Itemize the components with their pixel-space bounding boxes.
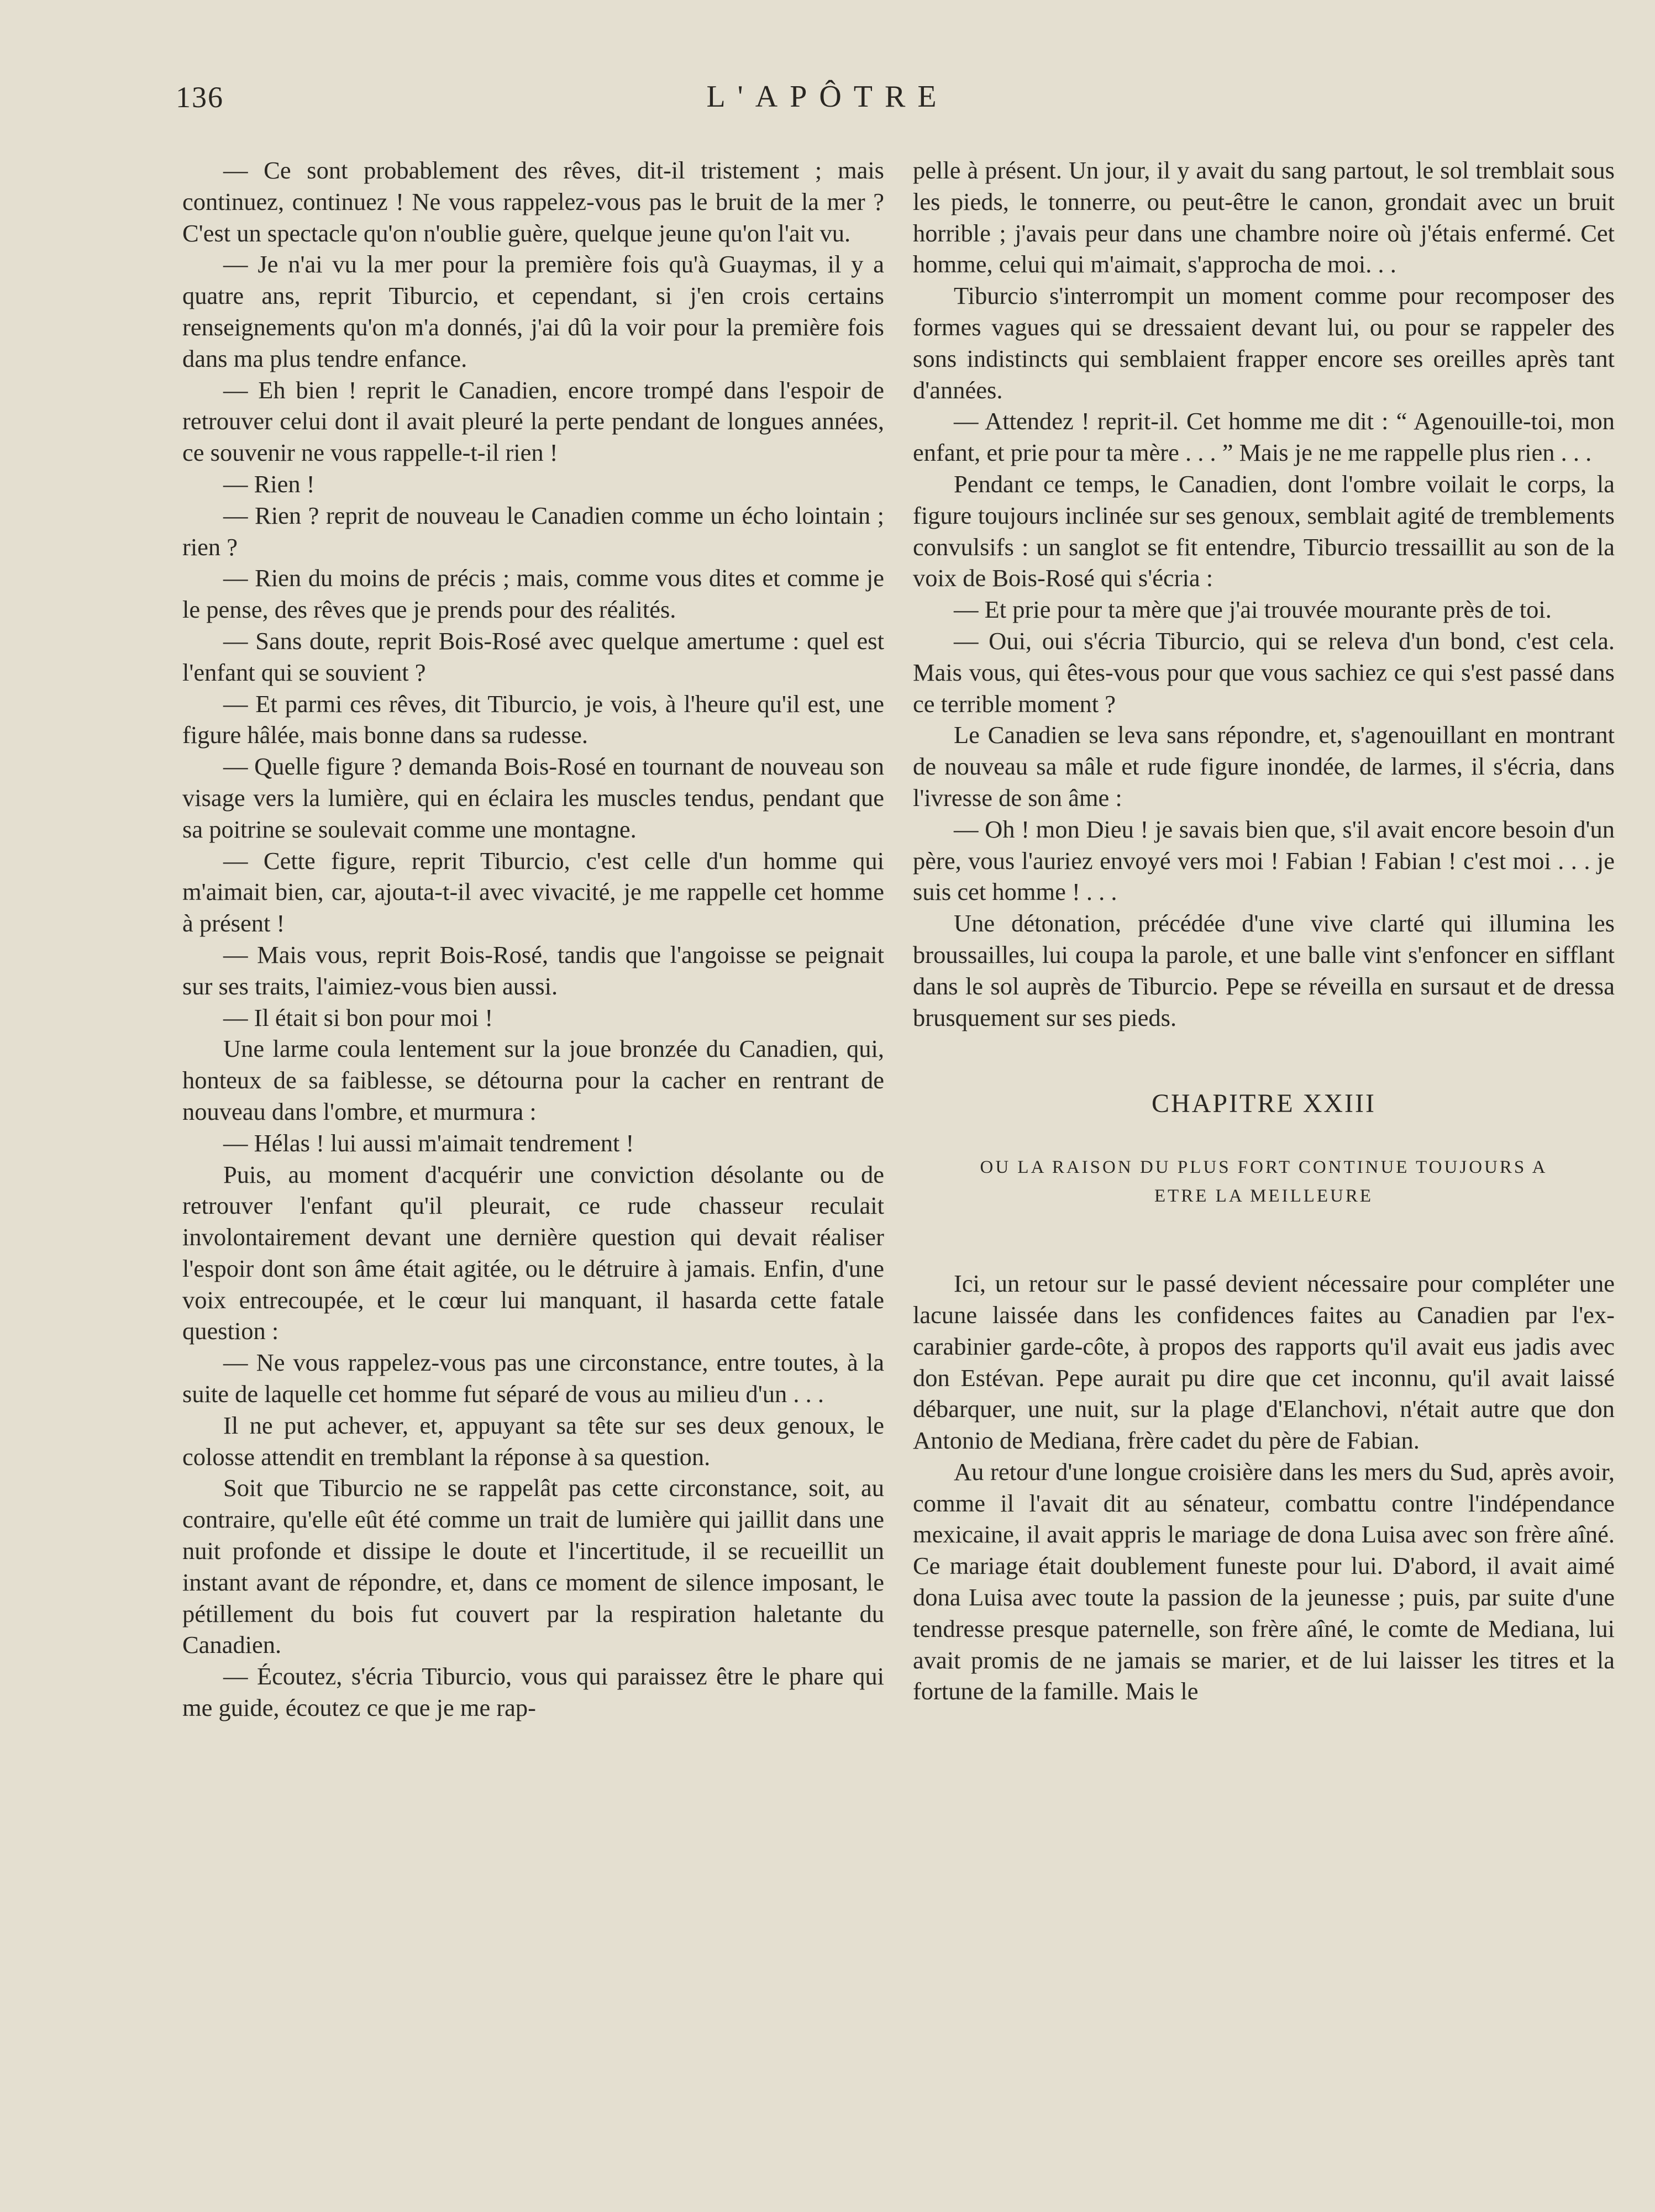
paragraph: Soit que Tiburcio ne se rappelât pas cette circonstance, soit, au contraire, qu'elle eût été comme un trait de lumière qui jaillit dans une nuit profonde et dissipe le doute et l'incertitude, il se recueillit un instant avant de répondre, et, dans ce moment de silence imposant, le pétillement du bois fut couvert par la respiration haletante du Canadien. <box>182 1474 884 1659</box>
left-column <box>182 155 884 1724</box>
paragraph: Ici, un retour sur le passé devient nécessaire pour compléter une lacune laissée dans les confidences faites au Canadien par l'ex-carabinier garde-côte, à propos des rapports qu'il avait eus jadis avec don Estévan. Pepe aurait pu dire que cet inconnu, qu'il avait laissé débarquer, une nuit, sur la plage d'Elanchovi, n'était autre que don Antonio de Mediana, frère cadet du père de Fabian. <box>913 1270 1615 1455</box>
paragraph: Une larme coula lentement sur la joue bronzée du Canadien, qui, honteux de sa faiblesse, se détourna pour la cacher en rentrant de nouveau dans l'ombre, et murmura : <box>182 1035 884 1125</box>
paragraph: — Ne vous rappelez-vous pas une circonstance, entre toutes, à la suite de laquelle cet homme fut séparé de vous au milieu d'un . . . <box>182 1349 884 1408</box>
paragraph: — Je n'ai vu la mer pour la première fois qu'à Guaymas, il y a quatre ans, reprit Tiburcio, et cependant, si j'en crois certains renseignements qu'on m'a donnés, j'ai dû la voir pour la première fois dans ma plus tendre enfance. <box>182 250 884 372</box>
chapter-subtitle <box>913 1153 1615 1210</box>
paragraph: — Et parmi ces rêves, dit Tiburcio, je vois, à l'heure qu'il est, une figure hâlée, mais bonne dans sa rudesse. <box>182 689 884 749</box>
chapter-heading: CHAPITRE XXIII <box>1152 1089 1376 1119</box>
paragraph: — Eh bien ! reprit le Canadien, encore trompé dans l'espoir de retrouver celui dont il avait pleuré la perte pendant de longues années, ce souvenir ne vous rappelle-t-il rien ! <box>182 376 884 467</box>
paragraph: — Il était si bon pour moi ! <box>223 1003 493 1031</box>
paragraph: Au retour d'une longue croisière dans les mers du Sud, après avoir, comme il l'avait dit au sénateur, combattu contre l'indépendance mexicaine, il avait appris le mariage de dona Luisa avec son frère aîné. Ce mariage était doublement funeste pour lui. D'abord, il avait aimé dona Luisa avec toute la passion de la jeunesse ; puis, par suite d'une tendresse presque paternelle, son frère aîné, le comte de Mediana, lui avait promis de ne jamais se marier, et de lui laisser les titres et la fortune de la famille. Mais le <box>913 1457 1615 1705</box>
paragraph: — Rien du moins de précis ; mais, comme vous dites et comme je le pense, des rêves que je prends pour des réalités. <box>182 564 884 624</box>
paragraph: — Rien ! <box>223 470 315 498</box>
paragraph: Le Canadien se leva sans répondre, et, s'agenouillant en montrant de nouveau sa mâle et rude figure inondée, de larmes, il s'écria, dans l'ivresse de son âme : <box>913 721 1615 812</box>
right-column <box>913 155 1615 1707</box>
paragraph: — Sans doute, reprit Bois-Rosé avec quelque amertume : quel est l'enfant qui se souvient ? <box>182 626 884 686</box>
paragraph: — Mais vous, reprit Bois-Rosé, tandis que l'angoisse se peignait sur ses traits, l'aimiez-vous bien aussi. <box>182 940 884 1000</box>
paragraph: — Quelle figure ? demanda Bois-Rosé en tournant de nouveau son visage vers la lumière, qui en éclaira les muscles tendus, pendant que sa poitrine se soulevait comme une montagne. <box>182 752 884 843</box>
paragraph: — Et prie pour ta mère que j'ai trouvée mourante près de toi. <box>954 596 1552 624</box>
paragraph-continuation: pelle à présent. Un jour, il y avait du sang partout, le sol tremblait sous les pieds, le tonnerre, ou peut-être le canon, grondait avec un bruit horrible ; j'avais peur dans une chambre noire où j'étais enfermé. Cet homme, celui qui m'aimait, s'approcha de moi. . . <box>913 156 1615 278</box>
paragraph: Puis, au moment d'acquérir une conviction désolante ou de retrouver l'enfant qu'il pleurait, ce rude chasseur reculait involontairement devant une dernière question qui devait réaliser l'espoir dont son âme était agitée, ou le détruire à jamais. Enfin, d'une voix entrecoupée, et le cœur lui manquant, il hasarda cette fatale question : <box>182 1160 884 1345</box>
paragraph: Tiburcio s'interrompit un moment comme pour recomposer des formes vagues qui se dressaient devant lui, ou pour se rappeler des sons indistincts qui semblaient frapper encore ses oreilles après tant d'années. <box>913 282 1615 404</box>
page-number: 136 <box>176 81 224 114</box>
chapter-subtitle-line: ETRE LA MEILLEURE <box>1154 1186 1374 1207</box>
paragraph: — Oui, oui s'écria Tiburcio, qui se releva d'un bond, c'est cela. Mais vous, qui êtes-vous pour que vous sachiez ce qui s'est passé dans ce terrible moment ? <box>913 626 1615 718</box>
paragraph: — Hélas ! lui aussi m'aimait tendrement ! <box>223 1129 634 1157</box>
paragraph: — Ce sont probablement des rêves, dit-il tristement ; mais continuez, continuez ! Ne vous rappelez-vous pas le bruit de la mer ? C'est un spectacle qu'on n'oublie guère, quelque jeune qu'on l'ait vu. <box>182 156 884 247</box>
paragraph: — Cette figure, reprit Tiburcio, c'est celle d'un homme qui m'aimait bien, car, ajouta-t-il avec vivacité, je me rappelle cet homme à présent ! <box>182 846 884 938</box>
paragraph: Il ne put achever, et, appuyant sa tête sur ses deux genoux, le colosse attendit en tremblant la réponse à sa question. <box>182 1411 884 1471</box>
paragraph: — Rien ? reprit de nouveau le Canadien comme un écho lointain ; rien ? <box>182 501 884 561</box>
chapter-subtitle-line: OU LA RAISON DU PLUS FORT CONTINUE TOUJOURS A <box>980 1157 1548 1178</box>
paragraph: — Attendez ! reprit-il. Cet homme me dit : “ Agenouille-toi, mon enfant, et prie pour ta mère . . . ” Mais je ne me rappelle plus rien . . . <box>913 407 1615 467</box>
paragraph: — Oh ! mon Dieu ! je savais bien que, s'il avait encore besoin d'un père, vous l'auriez envoyé vers moi ! Fabian ! Fabian ! c'est moi . . . je suis cet homme ! . . . <box>913 815 1615 906</box>
running-head <box>0 75 1655 124</box>
paragraph: Pendant ce temps, le Canadien, dont l'ombre voilait le corps, la figure toujours inclinée sur ses genoux, semblait agité de tremblements convulsifs : un sanglot se fit entendre, Tiburcio tressaillit au son de la voix de Bois-Rosé qui s'écria : <box>913 470 1615 592</box>
paragraph: Une détonation, précédée d'une vive clarté qui illumina les broussailles, lui coupa la parole, et une balle vint s'enfoncer en sifflant dans le sol auprès de Tiburcio. Pepe se réveilla en sursaut et de dressa brusquement sur ses pieds. <box>913 909 1615 1031</box>
paragraph: — Écoutez, s'écria Tiburcio, vous qui paraissez être le phare qui me guide, écoutez ce que je me rap- <box>182 1662 884 1722</box>
book-title: L'APÔTRE <box>706 80 949 114</box>
